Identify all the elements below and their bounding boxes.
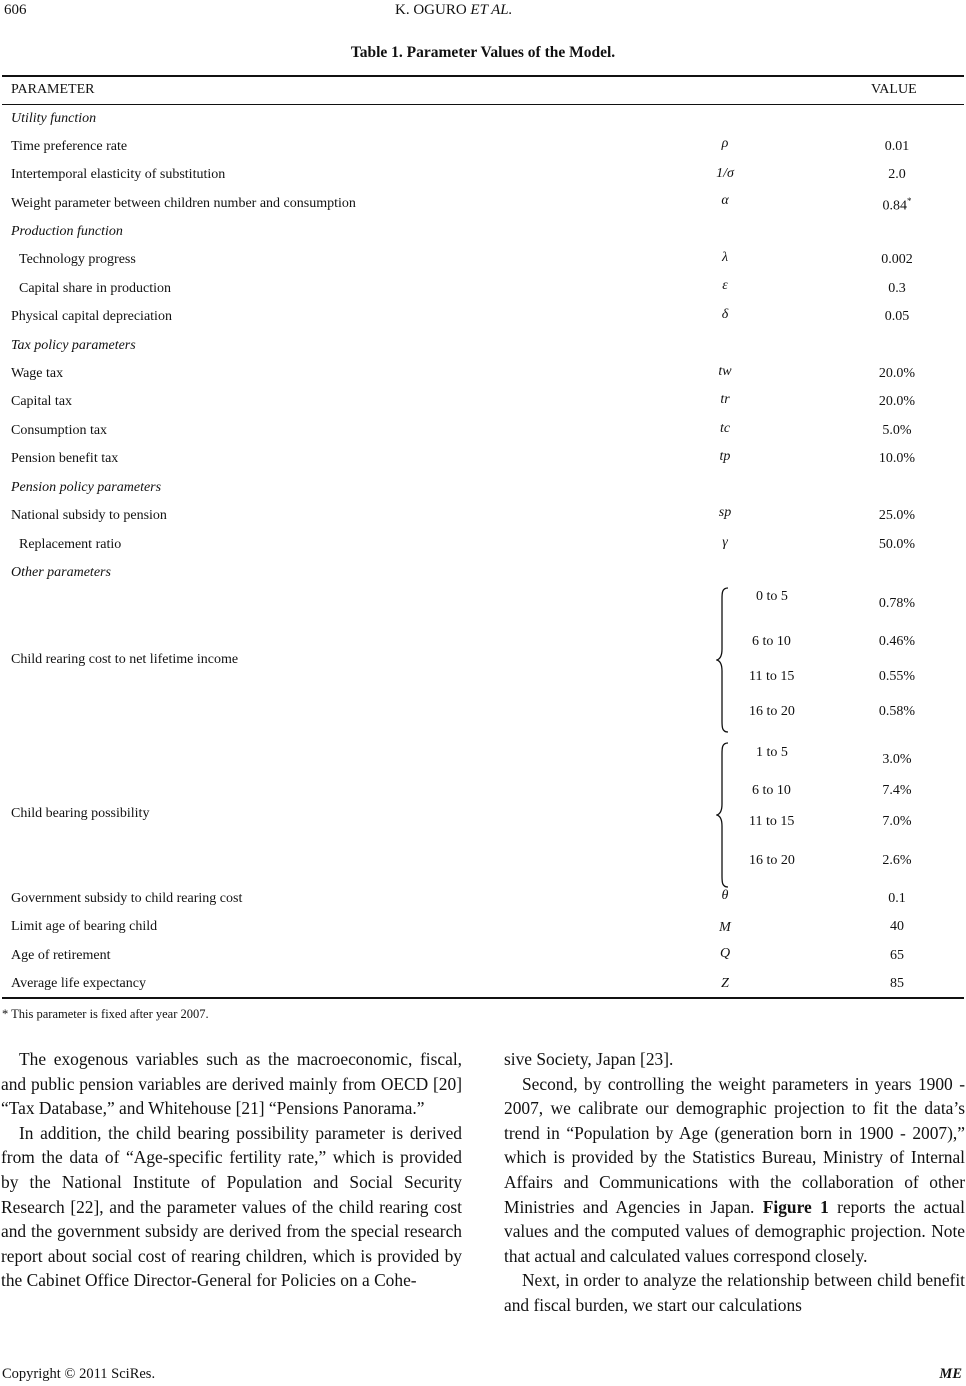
row-symbol: 1/σ — [716, 166, 734, 181]
row-label: Replacement ratio — [19, 537, 122, 552]
row-value-number: 0.84 — [882, 198, 907, 214]
bearing-value: 7.4% — [882, 783, 912, 798]
row-label: Consumption tax — [11, 423, 108, 438]
row-label: Age of retirement — [11, 948, 111, 963]
row-symbol: Q — [719, 946, 731, 961]
paragraph-text: Second, by controlling the weight parameters in years 1900 - 2007, we calibrate our demographic projection to fit the data’s trend in “Population by Age (generation born in 1900 - 2007),” which is provided by the Statistics Bureau, Ministry of Internal Affairs and Communications with the collaboration of other Ministries and Agencies in Japan. — [504, 1073, 965, 1217]
table-header-rule — [2, 104, 964, 105]
row-value: 0.3 — [888, 281, 906, 296]
rearing-value: 0.55% — [878, 669, 916, 684]
table-footnote: * This parameter is fixed after year 2007. — [2, 1007, 209, 1021]
row-value — [852, 196, 942, 215]
row-value: 25.0% — [878, 508, 916, 523]
rearing-age-range: 6 to 10 — [752, 634, 791, 649]
copyright-footer: Copyright © 2011 SciRes. — [2, 1366, 156, 1382]
row-symbol: tc — [719, 421, 731, 436]
left-brace-icon — [716, 587, 730, 733]
row-symbol: M — [719, 920, 731, 935]
row-label: Average life expectancy — [11, 976, 146, 991]
row-value: 0.002 — [881, 252, 913, 267]
running-title-authors: K. OGURO — [395, 2, 467, 18]
figure-reference[interactable]: Figure 1 — [762, 1196, 829, 1217]
row-value: 20.0% — [878, 394, 916, 409]
row-value: 40 — [890, 919, 904, 934]
row-label: Capital tax — [11, 394, 73, 409]
running-title-etal: ET AL. — [470, 2, 513, 18]
section-tax: Tax policy parameters — [11, 338, 136, 353]
row-symbol: δ — [721, 307, 729, 322]
row-label: Weight parameter between children number and consumption — [11, 196, 356, 211]
row-symbol: tr — [720, 392, 730, 407]
row-value: 0.05 — [884, 309, 910, 324]
row-value: 50.0% — [878, 537, 916, 552]
row-label: Physical capital depreciation — [11, 309, 172, 324]
left-column — [1, 1047, 462, 1293]
table-top-rule — [2, 75, 964, 77]
bearing-possibility-label: Child bearing possibility — [11, 806, 150, 821]
row-symbol: Z — [721, 976, 729, 991]
row-value: 10.0% — [878, 451, 916, 466]
row-symbol: γ — [722, 535, 728, 550]
row-label: Pension benefit tax — [11, 451, 119, 466]
left-brace-icon — [716, 742, 730, 888]
right-column — [504, 1047, 965, 1318]
rearing-value: 0.46% — [878, 634, 916, 649]
row-label: Limit age of bearing child — [11, 919, 158, 934]
row-value: 5.0% — [882, 423, 912, 438]
row-value: 65 — [890, 948, 904, 963]
paragraph: Next, in order to analyze the relationship between child benefit and fiscal burden, we start our calculations — [504, 1270, 965, 1315]
row-symbol: tw — [718, 364, 732, 379]
rearing-age-range: 11 to 15 — [749, 669, 795, 684]
rearing-cost-label: Child rearing cost to net lifetime income — [11, 652, 239, 667]
bearing-value: 7.0% — [882, 814, 912, 829]
footnote-mark: * — [907, 196, 912, 206]
row-label: Time preference rate — [11, 139, 128, 154]
rearing-value: 0.78% — [878, 596, 916, 611]
row-symbol: ρ — [721, 136, 729, 151]
bearing-age-range: 11 to 15 — [749, 814, 795, 829]
row-label: Government subsidy to child rearing cost — [11, 891, 243, 906]
row-symbol: α — [721, 193, 729, 208]
table-bottom-rule — [2, 997, 964, 999]
paragraph: In addition, the child bearing possibility parameter is derived from the data of “Age-specific fertility rate,” which is provided by the National Institute of Population and Social Security Research [22], and the parameter values of the child rearing cost and the government subsidy are derived from the special research report about social cost of rearing children, which is provided by the Cabinet Office Director-General for Policies on a Cohe- — [1, 1122, 462, 1291]
row-value: 0.1 — [888, 891, 906, 906]
section-utility: Utility function — [11, 111, 97, 126]
paragraph: sive Society, Japan [23]. — [504, 1049, 674, 1069]
running-title — [395, 2, 512, 19]
bearing-age-range: 1 to 5 — [756, 745, 788, 760]
paragraph: The exogenous variables such as the macroeconomic, fiscal, and public pension variables are derived mainly from OECD [20] “Tax Database,” and Whitehouse [21] “Pensions Panorama.” — [1, 1049, 462, 1119]
row-value: 20.0% — [878, 366, 916, 381]
row-label: National subsidy to pension — [11, 508, 167, 523]
row-label: Wage tax — [11, 366, 64, 381]
page-number: 606 — [4, 2, 27, 18]
row-symbol: sp — [718, 505, 732, 520]
bearing-age-range: 16 to 20 — [749, 853, 795, 868]
rearing-age-range: 0 to 5 — [756, 589, 788, 604]
paragraph-text: reports the actual values and the computed values of demographic projection. Note that actual and calculated values correspond closely. — [504, 1196, 965, 1266]
bearing-age-range: 6 to 10 — [752, 783, 791, 798]
row-symbol: ε — [722, 278, 728, 293]
row-value: 0.01 — [884, 139, 910, 154]
rearing-age-range: 16 to 20 — [749, 704, 795, 719]
column-header-parameter: PARAMETER — [11, 82, 95, 97]
column-header-value: VALUE — [871, 82, 917, 97]
section-other: Other parameters — [11, 565, 111, 580]
bearing-value: 3.0% — [882, 752, 912, 767]
row-label: Intertemporal elasticity of substitution — [11, 167, 226, 182]
table-caption: Table 1. Parameter Values of the Model. — [350, 44, 616, 61]
paragraph — [504, 1072, 965, 1269]
row-value: 85 — [890, 976, 904, 991]
row-label: Technology progress — [19, 252, 136, 267]
journal-abbrev: ME — [939, 1366, 962, 1382]
bearing-value: 2.6% — [882, 853, 912, 868]
row-symbol: λ — [721, 250, 729, 265]
rearing-value: 0.58% — [878, 704, 916, 719]
section-pension: Pension policy parameters — [11, 480, 162, 495]
row-value: 2.0 — [888, 167, 906, 182]
row-symbol: tp — [719, 449, 731, 464]
section-production: Production function — [11, 224, 123, 239]
row-label: Capital share in production — [19, 281, 172, 296]
row-symbol: θ — [721, 888, 729, 903]
